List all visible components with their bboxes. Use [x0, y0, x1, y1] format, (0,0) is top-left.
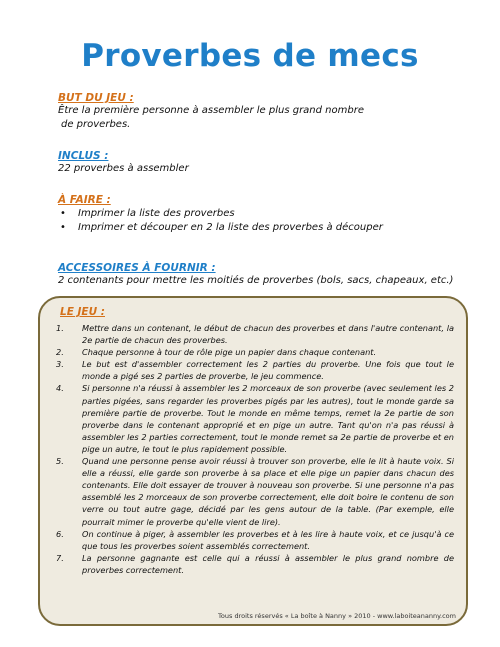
rule-item: 3. Le but est d'assembler correctement les 2 parties du proverbe. Une fois que tout le monde a pigé ses 2 parties de proverbe, le jeu commence. — [56, 359, 454, 382]
accessories-text: 2 contenants pour mettre les moitiés de proverbes (bols, sacs, chapeaux, etc.) — [58, 275, 454, 286]
todo-section — [58, 194, 458, 235]
bullet-icon: • — [60, 208, 66, 219]
page-title: Proverbes de mecs — [81, 38, 419, 74]
goal-line-2: de proverbes. — [61, 119, 131, 130]
rule-item: 6. On continue à piger, à assembler les proverbes et à les lire à haute voix, et ce jusqu'à ce que tous les proverbes soient assemblés correctement. — [56, 528, 454, 551]
rule-item: 1. Mettre dans un contenant, le début de chacun des proverbes et dans l'autre contenant, la 2e partie de chacun des proverbes. — [56, 323, 454, 346]
todo-item: • Imprimer la liste des proverbes — [60, 208, 235, 219]
goal-line-1: Être la première personne à assembler le plus grand nombre — [58, 105, 364, 116]
rule-item: 4. Si personne n'a réussi à assembler les 2 morceaux de son proverbe (avec seulement les 2 parties pigées, sans regarder les proverbes pigés par les autres), tout le monde garde sa première partie de proverbe. Tout le monde en même temps, remet la 2e partie de son proverbe dans le contenant approprié et en pige un autre. Tant qu'on n'a pas réussi à assembler les 2 parties correctement, tout le monde remet sa 2e partie de proverbe et en pige un autre, le tout le plus rapidement possible. — [56, 383, 454, 454]
goal-section — [58, 92, 458, 132]
included-heading: INCLUS : — [58, 150, 109, 162]
game-rules-box — [38, 296, 468, 626]
bullet-icon: • — [60, 222, 66, 233]
goal-heading: BUT DU JEU : — [58, 92, 134, 104]
accessories-heading: ACCESSOIRES À FOURNIR : — [58, 262, 216, 274]
todo-heading: À FAIRE : — [58, 194, 111, 206]
accessories-section — [58, 262, 458, 288]
included-text: 22 proverbes à assembler — [58, 163, 189, 174]
rule-item: 2. Chaque personne à tour de rôle pige un papier dans chaque contenant. — [56, 347, 377, 358]
rule-item: 7. La personne gagnante est celle qui a réussi à assembler le plus grand nombre de proverbes correctement. — [56, 552, 454, 575]
included-section — [58, 150, 458, 176]
todo-list — [58, 207, 458, 235]
rules-list — [54, 322, 454, 576]
rule-item: 5. Quand une personne pense avoir réussi à trouver son proverbe, elle le lit à haute voix. Si elle a réussi, elle garde son proverbe à sa place et elle pige un papier dans chacun des contenants. Elle doit essayer de trouver à nouveau son proverbe. Si une personne n'a pas assemblé les 2 morceaux de son proverbe correctement, elle doit boire le contenu de son verre ou tout autre gage, décidé par les gens autour de la table. (Par exemple, elle pourrait mimer le proverbe qu'elle vient de lire). — [56, 456, 454, 527]
footer-copyright: Tous droits réservés « La boîte à Nanny » 2010 - www.laboiteananny.com — [218, 612, 456, 620]
game-heading: LE JEU : — [60, 306, 105, 318]
todo-item: • Imprimer et découper en 2 la liste des proverbes à découper — [60, 222, 383, 233]
